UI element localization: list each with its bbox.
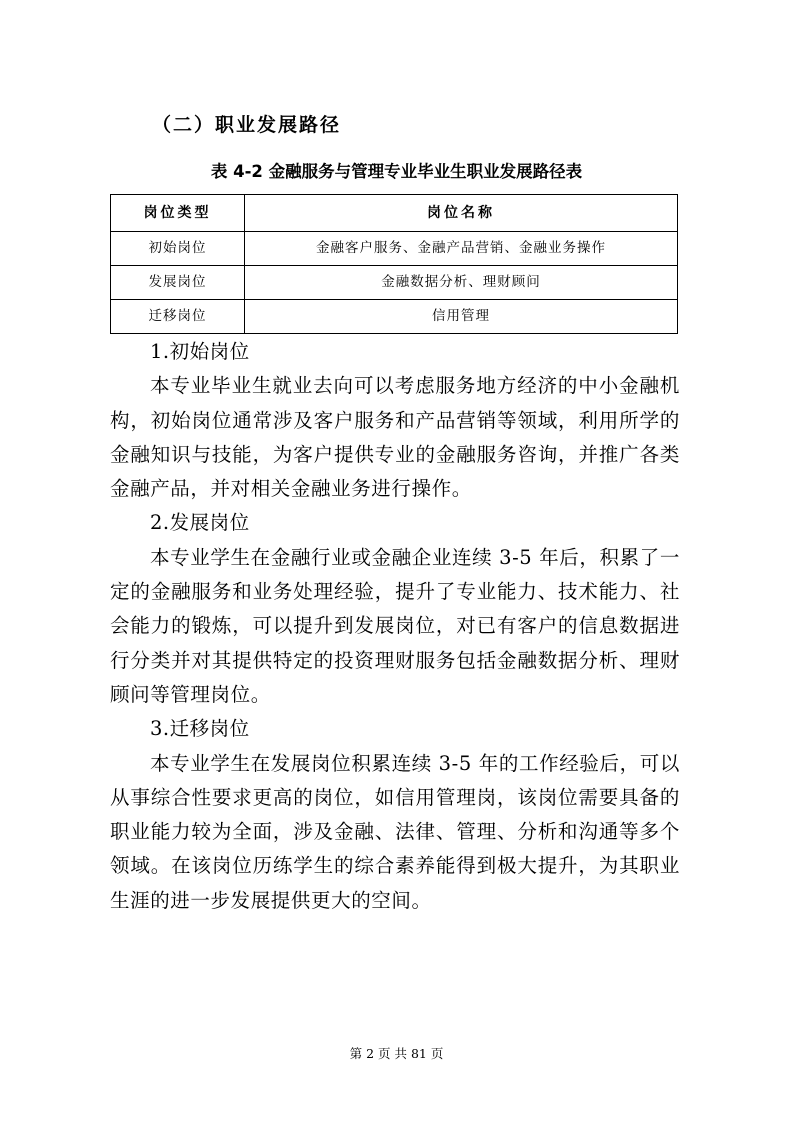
table-row xyxy=(111,300,678,334)
row-type-cell: 迁移岗位 xyxy=(111,300,245,334)
page-number: 第 2 页 共 81 页 xyxy=(349,1046,444,1061)
row-type-cell: 发展岗位 xyxy=(111,266,245,300)
table-caption: 表 4-2 金融服务与管理专业毕业生职业发展路径表 xyxy=(210,162,583,181)
section-heading: （二）职业发展路径 xyxy=(152,114,342,136)
header-position-type: 岗位类型 xyxy=(111,195,245,232)
subsection-title-initial: 1.初始岗位 xyxy=(150,340,250,363)
paragraph-development: 本专业学生在金融行业或金融企业连续 3-5 年后，积累了一定的金融服务和业务处理经验，提升了专业能力、技术能力、社会能力的锻炼，可以提升到发展岗位，对已有客户的信息数据进行分类并对其提供特定的投资理财服务包括金融数据分析、理财顾问等管理岗位。 xyxy=(110,545,680,706)
header-position-name: 岗位名称 xyxy=(245,195,678,232)
paragraph-transfer: 本专业学生在发展岗位积累连续 3-5 年的工作经验后，可以从事综合性要求更高的岗位，如信用管理岗，该岗位需要具备的职业能力较为全面，涉及金融、法律、管理、分析和沟通等多个领域。在该岗位历练学生的综合素养能得到极大提升，为其职业生涯的进一步发展提供更大的空间。 xyxy=(110,751,680,912)
body-text xyxy=(110,335,680,918)
subsection-title-transfer: 3.迁移岗位 xyxy=(150,717,250,741)
row-name-cell: 金融客户服务、金融产品营销、金融业务操作 xyxy=(245,232,678,266)
row-name-cell: 金融数据分析、理财顾问 xyxy=(245,266,678,300)
row-name-cell: 信用管理 xyxy=(245,300,678,334)
table-row xyxy=(111,266,678,300)
paragraph-initial: 本专业毕业生就业去向可以考虑服务地方经济的中小金融机构，初始岗位通常涉及客户服务和产品营销等领域，利用所学的金融知识与技能，为客户提供专业的金融服务咨询，并推广各类金融产品，并对相关金融业务进行操作。 xyxy=(110,374,680,501)
table-row xyxy=(111,232,678,266)
table-header-row xyxy=(111,195,678,232)
subsection-title-development: 2.发展岗位 xyxy=(150,511,250,535)
row-type-cell: 初始岗位 xyxy=(111,232,245,266)
career-path-table xyxy=(110,194,678,334)
